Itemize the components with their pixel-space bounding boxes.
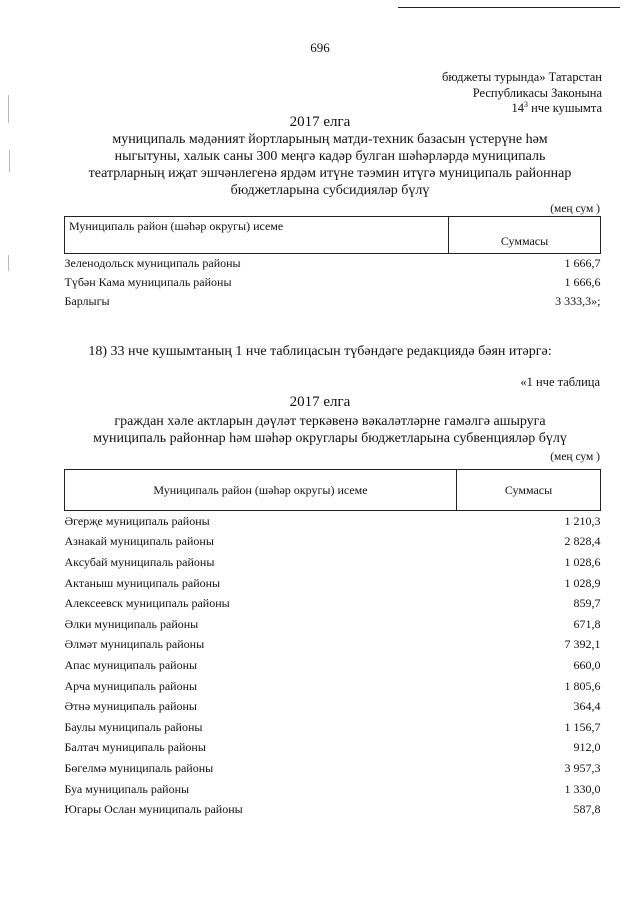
- table-row: [65, 738, 601, 759]
- appendix-number: 14: [511, 101, 524, 115]
- subvention-table: [64, 469, 601, 820]
- table-row: [65, 552, 601, 573]
- table-row: [65, 573, 601, 594]
- section1-title: [40, 131, 620, 199]
- section2-units: (мең сум ): [550, 451, 600, 463]
- column-header-amount: Суммасы: [457, 470, 601, 511]
- appendix-word: нче кушымта: [527, 101, 602, 115]
- amount-cell: 3 957,3: [564, 760, 601, 775]
- amendment-instruction: 18) 33 нче кушымтаның 1 нче таблицасын түбәндәге редакциядә бәян итәргә:: [88, 344, 552, 359]
- section2-title: [40, 413, 620, 447]
- table-row: [65, 696, 601, 717]
- appendix-number-superscript: 3: [523, 99, 528, 109]
- district-name-cell: Барлыгы: [64, 294, 110, 308]
- section1-title-line: театрларның иҗат эшчәнлегенә ярдәм итүне тәэмин итүгә муниципаль районнар: [88, 166, 572, 181]
- table-row: [65, 676, 601, 697]
- table-row: [65, 254, 601, 274]
- district-name-cell: Югары Ослан муниципаль районы: [64, 802, 243, 817]
- amount-cell: 1 028,6: [564, 554, 601, 569]
- district-name-cell: Аксубай муниципаль районы: [64, 554, 215, 569]
- section1-units: (мең сум ): [550, 203, 600, 215]
- district-name-cell: Түбән Кама муниципаль районы: [64, 275, 232, 289]
- table-row: [65, 779, 601, 800]
- amount-cell: 364,4: [573, 699, 601, 714]
- district-name-cell: Азнакай муниципаль районы: [64, 534, 214, 549]
- table-row: [65, 614, 601, 635]
- table-label: «1 нче таблица: [520, 375, 600, 389]
- district-name-cell: Буа муниципаль районы: [64, 781, 190, 796]
- header-note-line-1: бюджеты турында» Татарстан: [442, 70, 602, 84]
- section1-title-line: бюджетларына субсидияләр бүлү: [230, 183, 430, 198]
- amount-cell: 671,8: [573, 616, 601, 631]
- table-row: [65, 292, 601, 311]
- table-row: [65, 511, 601, 532]
- district-name-cell: Әтнә муниципаль районы: [64, 699, 197, 714]
- top-rule: [398, 7, 620, 8]
- district-name-cell: Әлмәт муниципаль районы: [64, 637, 205, 652]
- district-name-cell: Баулы муниципаль районы: [64, 719, 203, 734]
- amount-cell: 1 330,0: [564, 781, 601, 796]
- subvention-table-body: [65, 511, 601, 820]
- column-header-district: Муниципаль район (шәһәр округы) исеме: [65, 217, 449, 254]
- amount-cell: 7 392,1: [564, 637, 601, 652]
- section2-title-line: граждан хәле актларын дәүләт теркәвенә вәкаләтләрне гамәлгә ашыруга: [114, 414, 546, 429]
- section2-title-line: муниципаль районнар һәм шәһәр округлары бюджетларына субвенцияләр бүлү: [93, 431, 567, 446]
- district-name-cell: Әгерҗе муниципаль районы: [64, 513, 210, 528]
- amount-cell: 1 666,7: [564, 256, 601, 270]
- district-name-cell: Актаныш муниципаль районы: [64, 575, 221, 590]
- amount-cell: 1 805,6: [564, 678, 601, 693]
- section1-title-line: ныгытуны, халык саны 300 меңгә кадәр булган шәһәрләрдә муниципаль: [114, 149, 546, 164]
- table-row: [65, 593, 601, 614]
- subsidy-table: [64, 216, 601, 311]
- table-row: [65, 799, 601, 820]
- appendix-header-note: [342, 70, 602, 117]
- table-row: [65, 758, 601, 779]
- header-note-line-2: Республикасы Законына: [472, 85, 602, 100]
- table-row: [65, 273, 601, 292]
- amount-cell: 3 333,3»;: [555, 294, 601, 308]
- section1-year-title: 2017 елга: [289, 114, 351, 130]
- section2-year-title: 2017 елга: [289, 394, 351, 410]
- district-name-cell: Арча муниципаль районы: [64, 678, 198, 693]
- table-row: [65, 655, 601, 676]
- amount-cell: 1 666,6: [564, 275, 601, 289]
- table-header-row: [65, 470, 601, 511]
- table-row: [65, 532, 601, 553]
- amount-cell: 912,0: [573, 740, 601, 755]
- amount-cell: 1 156,7: [564, 719, 601, 734]
- subsidy-table-body: [65, 254, 601, 312]
- column-header-district: Муниципаль район (шәһәр округы) исеме: [65, 470, 457, 511]
- amount-cell: 1 028,9: [564, 575, 601, 590]
- district-name-cell: Алексеевск муниципаль районы: [64, 596, 230, 611]
- district-name-cell: Бөгелмә муниципаль районы: [64, 760, 214, 775]
- table-row: [65, 717, 601, 738]
- district-name-cell: Балтач муниципаль районы: [64, 740, 206, 755]
- amount-cell: 587,8: [573, 802, 601, 817]
- page-number: 696: [310, 40, 330, 55]
- amount-cell: 2 828,4: [564, 534, 601, 549]
- district-name-cell: Зеленодольск муниципаль районы: [64, 256, 241, 270]
- amount-cell: 1 210,3: [564, 513, 601, 528]
- district-name-cell: Әлки муниципаль районы: [64, 616, 199, 631]
- column-header-amount: Суммасы: [449, 217, 601, 254]
- amount-cell: 859,7: [573, 596, 601, 611]
- district-name-cell: Апас муниципаль районы: [64, 657, 198, 672]
- amount-cell: 660,0: [573, 657, 601, 672]
- section1-title-line: муниципаль мәдәният йортларының матди-техник базасын үстерүне һәм: [112, 132, 548, 147]
- table-row: [65, 635, 601, 656]
- table-header-row: [65, 217, 601, 254]
